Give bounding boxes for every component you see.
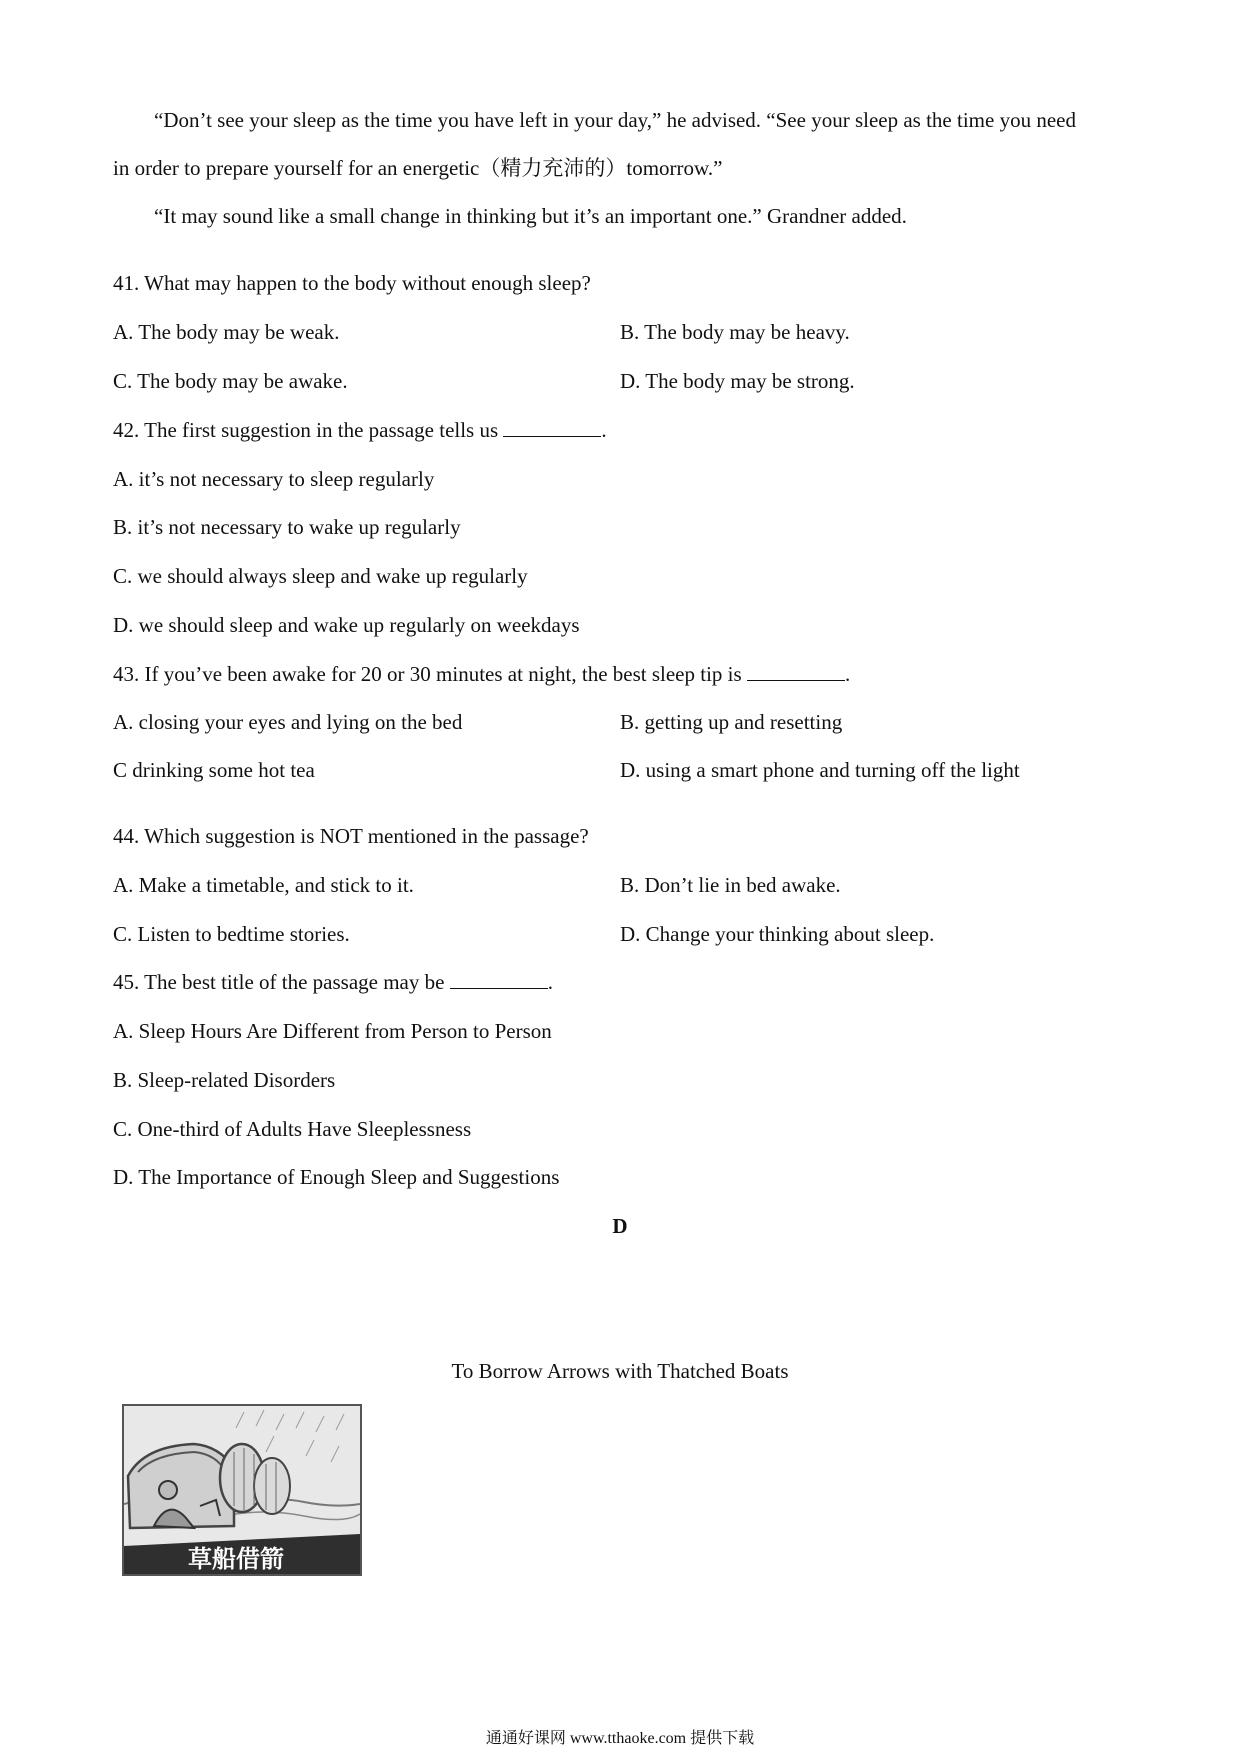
option-41-c: C. The body may be awake. (113, 369, 348, 393)
question-41 (113, 270, 591, 296)
option-43-a: A. closing your eyes and lying on the bed (113, 710, 463, 734)
option-41-b: B. The body may be heavy. (620, 320, 850, 344)
question-45 (113, 969, 553, 995)
option-44-c: C. Listen to bedtime stories. (113, 922, 350, 946)
question-43 (113, 661, 850, 687)
question-stem-end: . (844, 662, 851, 686)
question-stem: The best title of the passage may be (144, 970, 445, 994)
option-45-b: B. Sleep-related Disorders (113, 1068, 336, 1092)
question-stem: What may happen to the body without enough sleep? (144, 271, 591, 295)
question-42 (113, 417, 607, 443)
answer-blank (450, 970, 548, 989)
question-stem: The first suggestion in the passage tells us (144, 418, 499, 442)
option-42-d: D. we should sleep and wake up regularly on weekdays (113, 613, 580, 637)
woodcut-illustration (122, 1404, 362, 1576)
option-42-a: A. it’s not necessary to sleep regularly (113, 467, 435, 491)
option-41-d: D. The body may be strong. (620, 369, 855, 393)
option-42-c: C. we should always sleep and wake up regularly (113, 564, 528, 588)
page-footer: 通通好课网 www.tthaoke.com 提供下载 (485, 1730, 755, 1747)
option-43-b: B. getting up and resetting (620, 710, 843, 734)
option-45-c: C. One-third of Adults Have Sleeplessness (113, 1117, 472, 1141)
question-number: 44. (113, 824, 140, 848)
option-44-b: B. Don’t lie in bed awake. (620, 873, 841, 897)
answer-blank (747, 662, 845, 681)
passage-line: in order to prepare yourself for an energetic（精力充沛的）tomorrow.” (113, 156, 723, 180)
question-number: 45. (113, 970, 140, 994)
question-number: 42. (113, 418, 140, 442)
option-43-d: D. using a smart phone and turning off the light (620, 758, 1020, 782)
question-stem-end: . (547, 970, 553, 994)
option-45-d: D. The Importance of Enough Sleep and Suggestions (113, 1165, 560, 1189)
question-number: 41. (113, 271, 140, 295)
question-stem: If you’ve been awake for 20 or 30 minutes at night, the best sleep tip is (144, 662, 742, 686)
question-44 (113, 823, 589, 849)
section-title: To Borrow Arrows with Thatched Boats (451, 1359, 789, 1383)
illustration-icon (124, 1406, 360, 1574)
passage-line: “It may sound like a small change in thinking but it’s an important one.” Grandner added. (154, 204, 907, 228)
question-stem: Which suggestion is NOT mentioned in the passage? (144, 824, 589, 848)
option-41-a: A. The body may be weak. (113, 320, 340, 344)
section-letter: D (612, 1214, 628, 1238)
option-43-c: C drinking some hot tea (113, 758, 315, 782)
passage-line: “Don’t see your sleep as the time you have left in your day,” he advised. “See your sleep as the time you need (154, 108, 1076, 132)
option-44-d: D. Change your thinking about sleep. (620, 922, 935, 946)
option-42-b: B. it’s not necessary to wake up regularly (113, 515, 461, 539)
answer-blank (503, 418, 601, 437)
option-45-a: A. Sleep Hours Are Different from Person to Person (113, 1019, 552, 1043)
illustration-caption: 草船借箭 (188, 1545, 284, 1573)
option-44-a: A. Make a timetable, and stick to it. (113, 873, 414, 897)
question-stem-end: . (601, 418, 607, 442)
question-number: 43. (113, 662, 140, 686)
